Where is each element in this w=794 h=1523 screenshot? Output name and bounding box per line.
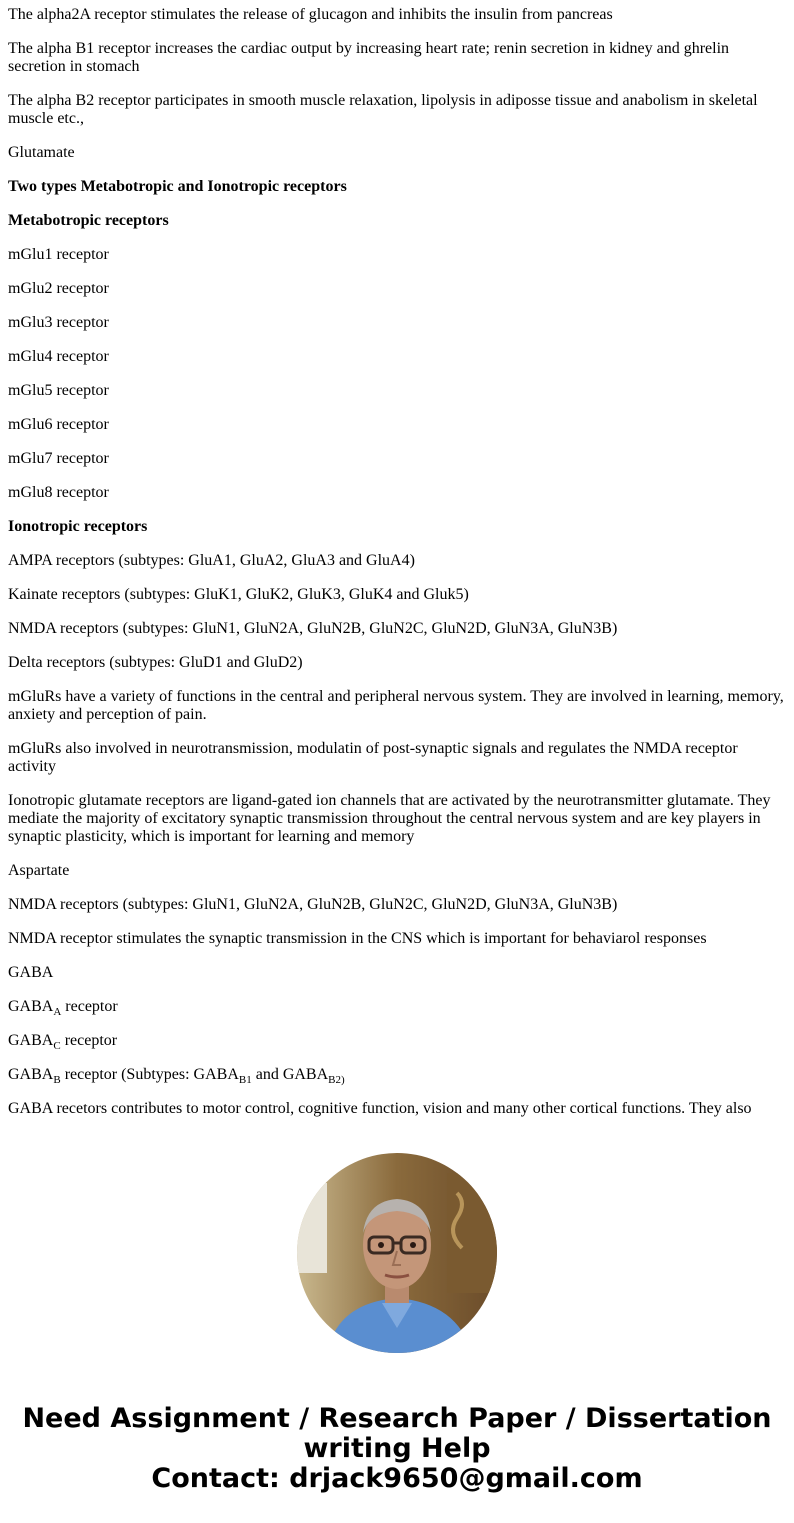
portrait-illustration — [297, 1153, 497, 1353]
list-item: mGlu1 receptor — [8, 246, 109, 263]
footer-contact-email: Contact: drjack9650@gmail.com — [151, 1463, 643, 1494]
paragraph: The alpha B1 receptor increases the cardiac output by increasing heart rate; renin secretion in kidney and ghrelin secretion in stomach — [8, 40, 730, 75]
footer-contact — [0, 1404, 794, 1494]
gaba-b-receptor: $GABA_B$ receptor (Subtypes: $GABA_{B1}$ and $GABA_{B2)}$ — [8, 1066, 345, 1086]
paragraph: The alpha B2 receptor participates in smooth muscle relaxation, lipolysis in adiposse tissue and anabolism in skeletal muscle etc., — [8, 92, 758, 127]
gaba-a-receptor: $GABA_A$ receptor — [8, 998, 118, 1018]
list-item: NMDA receptors (subtypes: GluN1, GluN2A, GluN2B, GluN2C, GluN2D, GluN3A, GluN3B) — [8, 620, 618, 637]
section-title-aspartate: Aspartate — [8, 862, 70, 879]
section-title-gaba: GABA — [8, 964, 54, 981]
heading-metabotropic: Metabotropic receptors — [8, 212, 169, 229]
list-item: mGlu6 receptor — [8, 416, 109, 433]
list-item: Kainate receptors (subtypes: GluK1, GluK2, GluK3, GluK4 and Gluk5) — [8, 586, 469, 603]
list-item: mGlu2 receptor — [8, 280, 109, 297]
list-item: mGlu5 receptor — [8, 382, 109, 399]
truncated-paragraph: GABA recetors contributes to motor control, cognitive function, vision and many other cortical functions. They also — [8, 1100, 752, 1117]
paragraph: NMDA receptor stimulates the synaptic transmission in the CNS which is important for behaviarol responses — [8, 930, 707, 947]
gaba-c-receptor: $GABA_C$ receptor — [8, 1032, 118, 1052]
document-content — [8, 6, 786, 1123]
list-item: mGlu8 receptor — [8, 484, 109, 501]
paragraph: Ionotropic glutamate receptors are ligand-gated ion channels that are activated by the neurotransmitter glutamate. They mediate the majority of excitatory synaptic transmission throughout the central nervous system and are key players in synaptic plasticity, which is important for learning and memory — [8, 792, 771, 845]
heading-receptor-types: Two types Metabotropic and Ionotropic receptors — [8, 178, 347, 195]
paragraph: mGluRs also involved in neurotransmission, modulatin of post-synaptic signals and regulates the NMDA receptor activity — [8, 740, 738, 775]
list-item: NMDA receptors (subtypes: GluN1, GluN2A, GluN2B, GluN2C, GluN2D, GluN3A, GluN3B) — [8, 896, 618, 913]
paragraph: The alpha2A receptor stimulates the release of glucagon and inhibits the insulin from pancreas — [8, 6, 613, 23]
paragraph: mGluRs have a variety of functions in the central and peripheral nervous system. They are involved in learning, memory, anxiety and perception of pain. — [8, 688, 784, 723]
heading-ionotropic: Ionotropic receptors — [8, 518, 148, 535]
list-item: Delta receptors (subtypes: GluD1 and GluD2) — [8, 654, 303, 671]
list-item: mGlu7 receptor — [8, 450, 109, 467]
author-photo — [297, 1153, 497, 1353]
section-title-glutamate: Glutamate — [8, 144, 75, 161]
list-item: mGlu3 receptor — [8, 314, 109, 331]
list-item: mGlu4 receptor — [8, 348, 109, 365]
list-item: AMPA receptors (subtypes: GluA1, GluA2, GluA3 and GluA4) — [8, 552, 415, 569]
footer-help-text: Need Assignment / Research Paper / Dissertation writing Help — [22, 1403, 772, 1464]
